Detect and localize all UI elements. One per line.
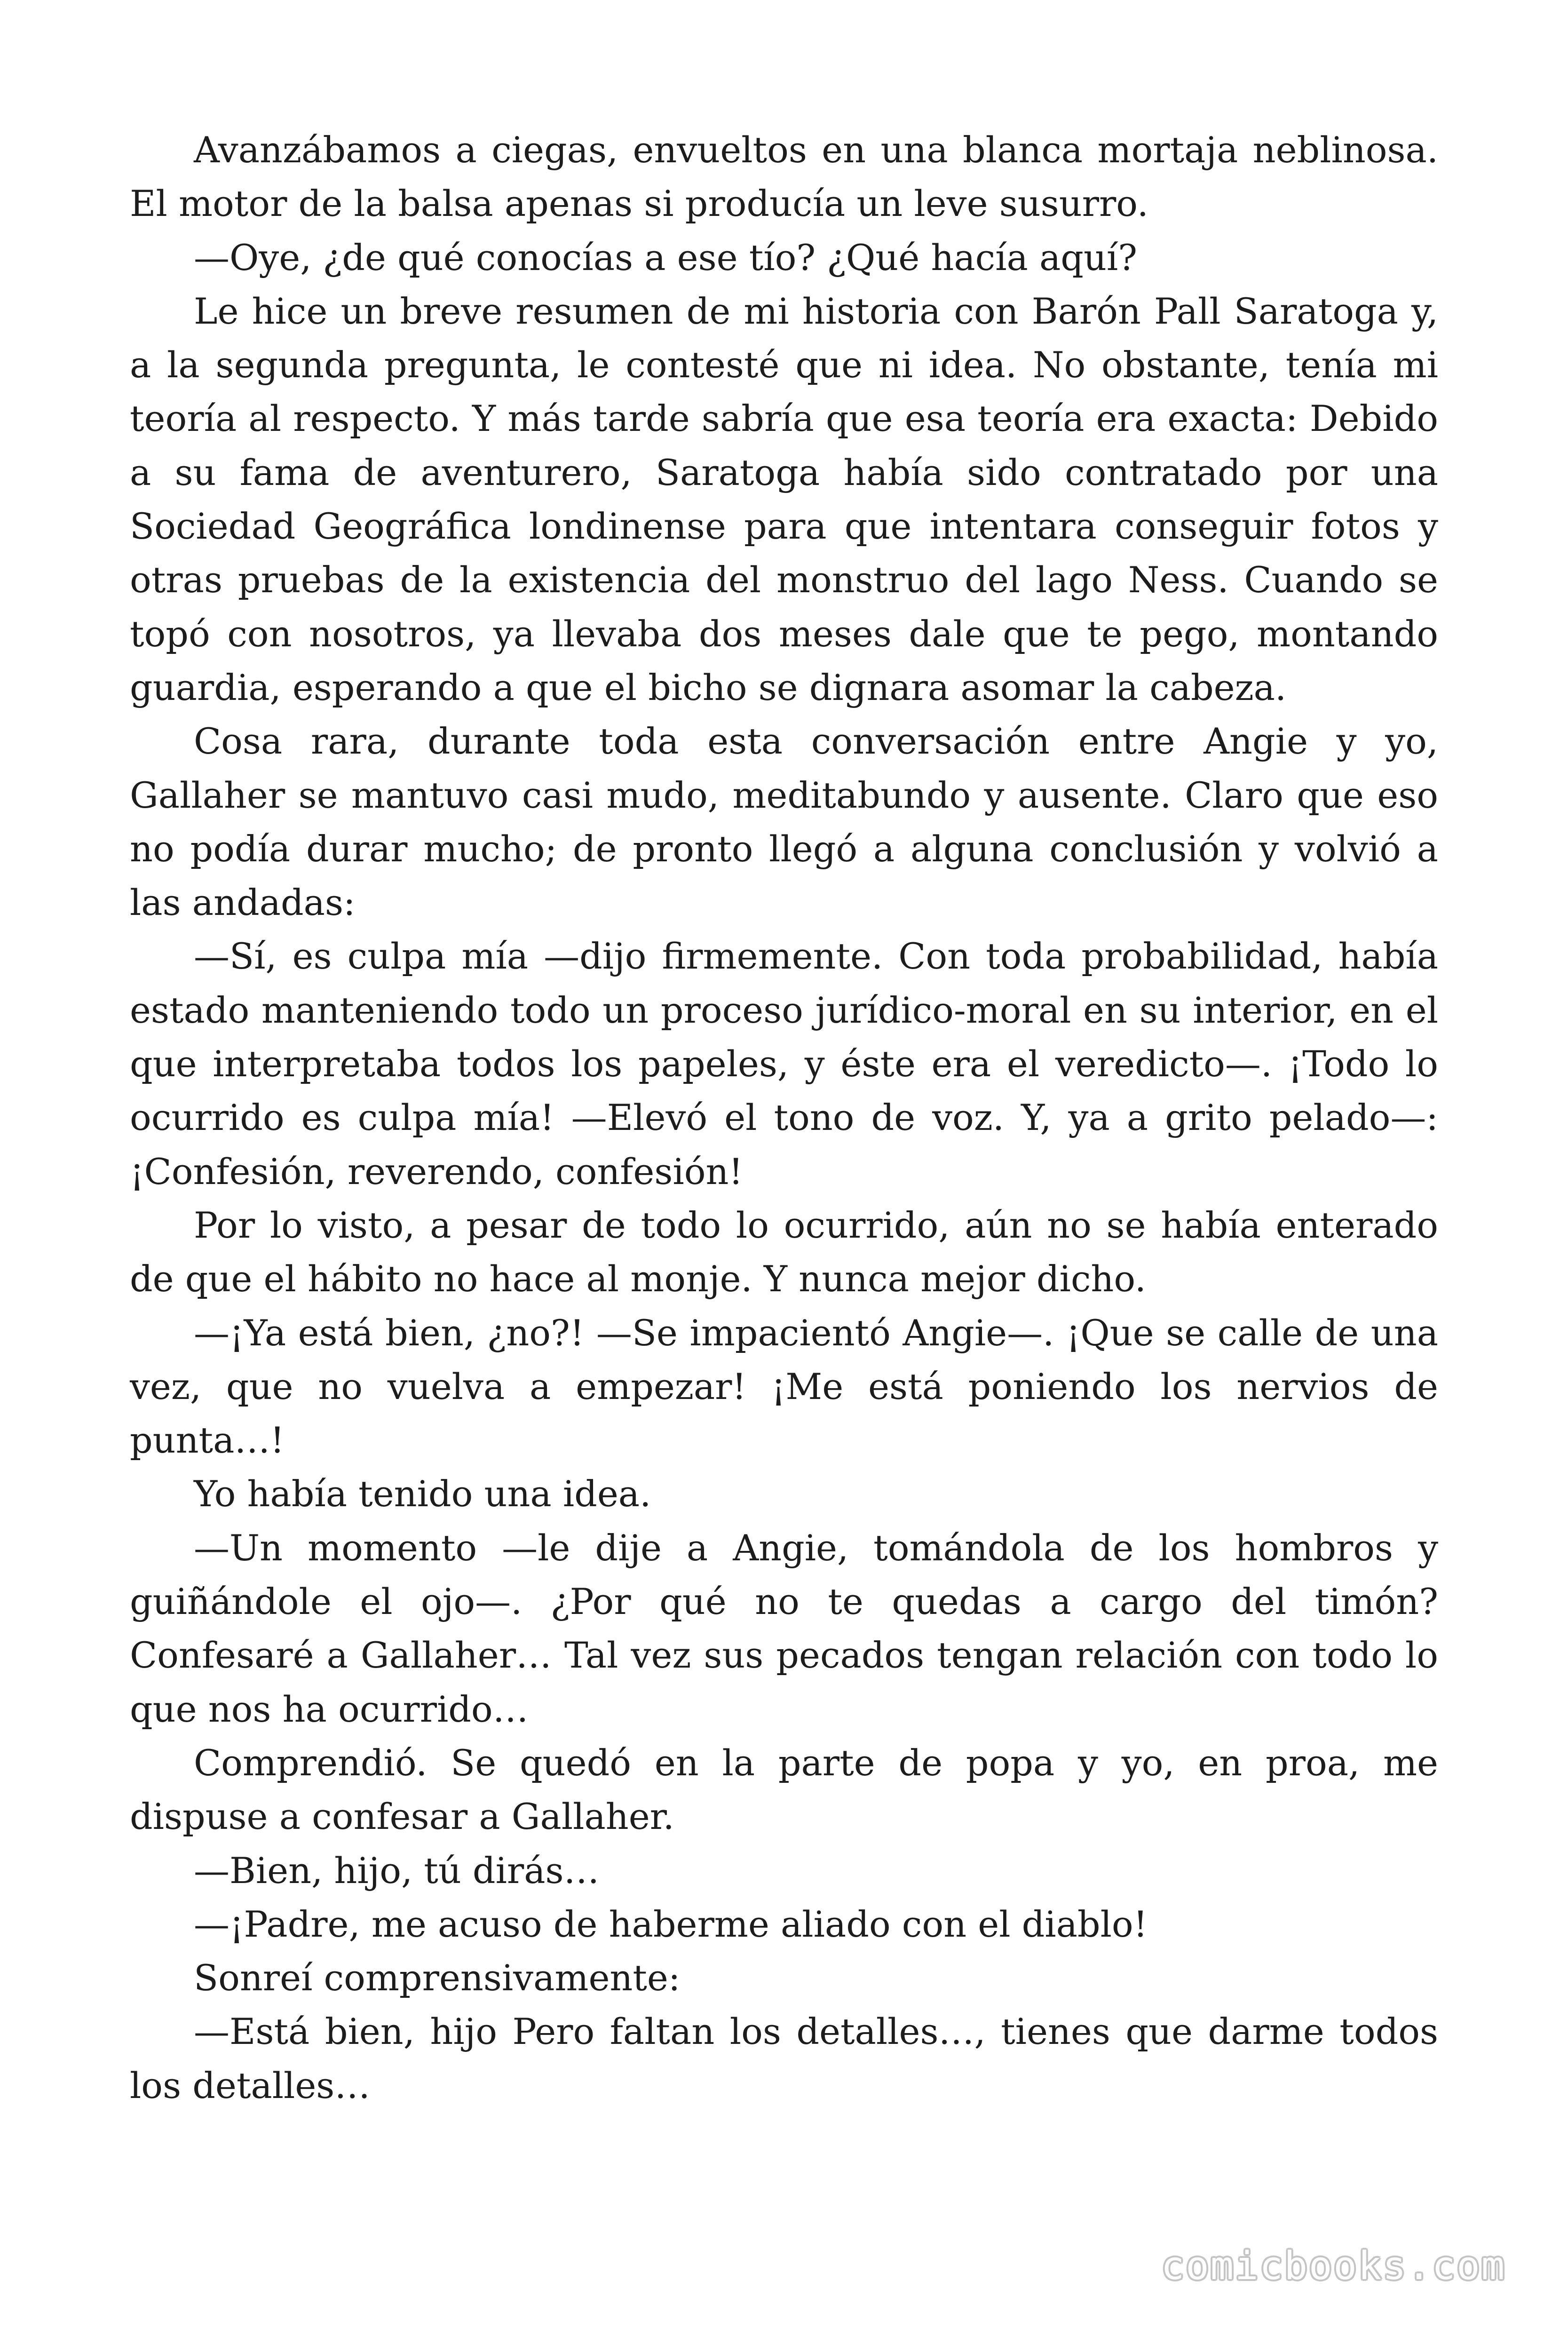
page-text bbox=[130, 123, 1438, 2113]
paragraph: —Sí, es culpa mía —dijo firmemente. Con toda probabilidad, había estado manteniendo todo un proceso jurídico-moral en su interior, en el que interpretaba todos los papeles, y éste era el veredicto—. ¡Todo lo ocurrido es culpa mía! —Elevó el tono de voz. Y, ya a grito pelado—: ¡Confesión, reverendo, confesión! bbox=[130, 935, 1438, 1192]
paragraph: Le hice un breve resumen de mi historia con Barón Pall Saratoga y, a la segunda pregunta, le contesté que ni idea. No obstante, tenía mi teoría al respecto. Y más tarde sabría que esa teoría era exacta: Debido a su fama de aventurero, Saratoga había sido contratado por una Sociedad Geográfica londinense para que intentara conseguir fotos y otras pruebas de la existencia del monstruo del lago Ness. Cuando se topó con nosotros, ya llevaba dos meses dale que te pego, montando guardia, esperando a que el bicho se dignara asomar la cabeza. bbox=[130, 290, 1438, 708]
paragraph: Avanzábamos a ciegas, envueltos en una blanca mortaja neblinosa. El motor de la balsa apenas si producía un leve susurro. bbox=[130, 129, 1438, 225]
paragraph: —¡Ya está bien, ¿no?! —Se impacientó Angie—. ¡Que se calle de una vez, que no vuelva a empezar! ¡Me está poniendo los nervios de punta…! bbox=[130, 1311, 1438, 1462]
paragraph: Comprendió. Se quedó en la parte de popa y yo, en proa, me dispuse a confesar a Gallaher. bbox=[130, 1741, 1438, 1838]
watermark: comicbooks.com bbox=[1161, 2244, 1506, 2288]
paragraph: —Oye, ¿de qué conocías a ese tío? ¿Qué hacía aquí? bbox=[194, 236, 1137, 278]
paragraph: Sonreí comprensivamente: bbox=[194, 1957, 681, 1999]
paragraph: Por lo visto, a pesar de todo lo ocurrido, aún no se había enterado de que el hábito no hace al monje. Y nunca mejor dicho. bbox=[130, 1204, 1438, 1300]
paragraph: —Está bien, hijo Pero faltan los detalles…, tienes que darme todos los detalles… bbox=[130, 2010, 1438, 2106]
paragraph: Cosa rara, durante toda esta conversación entre Angie y yo, Gallaher se mantuvo casi mudo, meditabundo y ausente. Claro que eso no podía durar mucho; de pronto llegó a alguna conclusión y volvió a las andadas: bbox=[130, 720, 1438, 924]
paragraph: —Bien, hijo, tú dirás… bbox=[194, 1849, 600, 1891]
paragraph: Yo había tenido una idea. bbox=[194, 1473, 651, 1515]
paragraph: —Un momento —le dije a Angie, tomándola de los hombros y guiñándole el ojo—. ¿Por qué no te quedas a cargo del timón? Confesaré a Gallaher… Tal vez sus pecados tengan relación con todo lo que nos ha ocurrido… bbox=[130, 1526, 1438, 1730]
paragraph: —¡Padre, me acuso de haberme aliado con el diablo! bbox=[194, 1903, 1148, 1945]
